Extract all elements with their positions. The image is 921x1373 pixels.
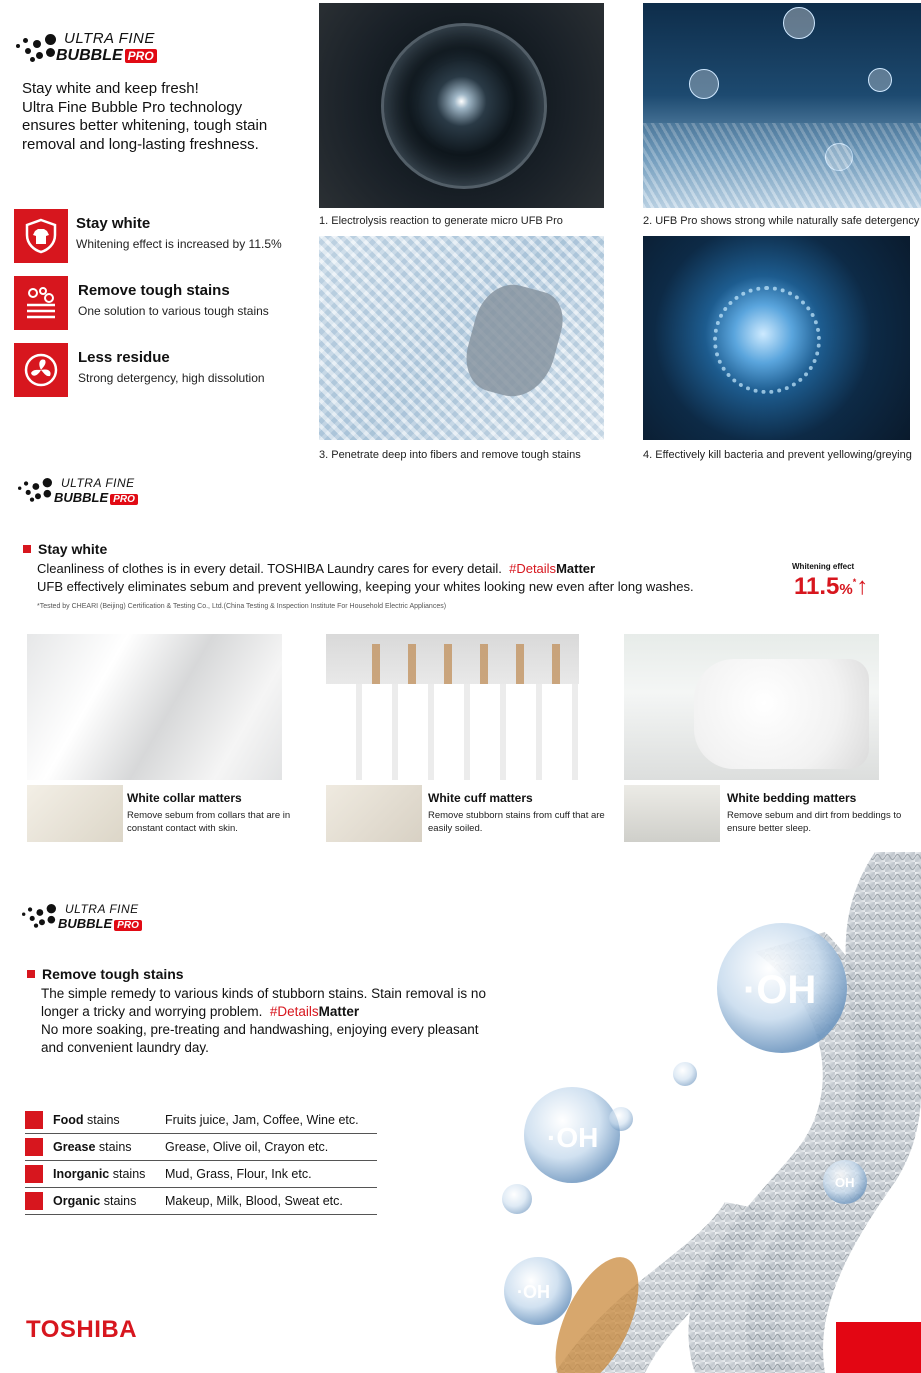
- stain-type: Grease stains: [53, 1134, 165, 1161]
- feature-remove-stains: [14, 276, 314, 331]
- card-image-cuff: [326, 634, 579, 780]
- table-row: [25, 1161, 377, 1188]
- gallery-image-bacteria: [643, 236, 910, 440]
- stay-white-footnote: *Tested by CHEARI (Beijing) Certification & Testing Co., Ltd.(China Testing & Inspection Institute For Household Electric Appliances): [37, 603, 447, 610]
- oh-label: OH: [835, 1175, 855, 1190]
- logo-line1: ULTRA FINE: [61, 476, 135, 490]
- red-square-icon: [27, 970, 35, 978]
- tough-line4: and convenient laundry day.: [41, 1040, 209, 1055]
- inorganic-stain-icon: [25, 1165, 43, 1183]
- arrow-up-icon: ↑: [856, 573, 869, 600]
- feature-less-residue: [14, 343, 314, 398]
- whitening-badge: [792, 562, 902, 598]
- stain-type: Organic stains: [53, 1188, 165, 1215]
- logo-line2: BUBBLE PRO: [58, 916, 142, 931]
- fan-icon: [14, 343, 68, 397]
- card-thumb-bedding: [624, 785, 720, 842]
- organic-stain-icon: [25, 1192, 43, 1210]
- intro-text: Stay white and keep fresh! Ultra Fine Bubble Pro technology ensures better whitening, tough stain removal and long-lasting freshness.: [22, 80, 268, 153]
- badge-value: 11.5%*↑: [794, 573, 869, 600]
- gallery-image-electrolysis: [319, 3, 604, 208]
- logo-line2: BUBBLE PRO: [54, 490, 138, 505]
- card-thumb-collar: [27, 785, 123, 842]
- feature-stay-white: [14, 209, 314, 264]
- red-corner-block: [836, 1322, 921, 1373]
- gallery-caption: 1. Electrolysis reaction to generate micro UFB Pro: [319, 215, 563, 227]
- card-title: White bedding matters: [727, 791, 857, 805]
- card-thumb-cuff: [326, 785, 422, 842]
- bubbles-logo-icon: [22, 904, 63, 930]
- table-row: [25, 1107, 377, 1134]
- bubbles-logo-icon: [18, 478, 59, 504]
- card-title: White collar matters: [127, 791, 242, 805]
- tough-line3: No more soaking, pre-treating and handwashing, enjoying every pleasant: [41, 1022, 479, 1037]
- stain-type: Inorganic stains: [53, 1161, 165, 1188]
- card-desc: Remove sebum and dirt from beddings to ensure better sleep.: [727, 810, 902, 834]
- logo-line2: BUBBLE PRO: [56, 47, 157, 65]
- stay-white-line1: Cleanliness of clothes is in every detail. TOSHIBA Laundry cares for every detail. #DetailsMatter: [37, 561, 596, 576]
- feature-desc: Strong detergency, high dissolution: [78, 371, 265, 385]
- stain-type: Food stains: [53, 1107, 165, 1134]
- stains-table: [25, 1107, 377, 1215]
- card-desc: Remove sebum from collars that are in constant contact with skin.: [127, 810, 291, 834]
- gallery-caption: 2. UFB Pro shows strong while naturally safe detergency: [643, 215, 920, 227]
- feature-title: Stay white: [76, 215, 151, 232]
- stain-examples: Mud, Grass, Flour, Ink etc.: [165, 1161, 377, 1188]
- section-heading-tough-stains: Remove tough stains: [27, 966, 184, 982]
- tough-line1: The simple remedy to various kinds of stubborn stains. Stain removal is no: [41, 986, 486, 1001]
- shirt-shield-icon: [14, 209, 68, 263]
- table-row: [25, 1134, 377, 1161]
- food-stain-icon: [25, 1111, 43, 1129]
- stain-examples: Fruits juice, Jam, Coffee, Wine etc.: [165, 1107, 377, 1134]
- card-title: White cuff matters: [428, 791, 533, 805]
- stain-examples: Makeup, Milk, Blood, Sweat etc.: [165, 1188, 377, 1215]
- logo-line1: ULTRA FINE: [64, 30, 155, 47]
- section-heading-stay-white: Stay white: [23, 541, 107, 557]
- ufb-pro-logo: [18, 476, 178, 520]
- gallery-image-bubbles-fabric: [643, 3, 921, 208]
- tough-line2: longer a tricky and worrying problem. #DetailsMatter: [41, 1004, 360, 1019]
- feature-title: Less residue: [78, 349, 170, 366]
- gallery-image-fibers: [319, 236, 604, 440]
- oh-label: ·OH: [517, 1282, 550, 1302]
- grease-stain-icon: [25, 1138, 43, 1156]
- table-row: [25, 1188, 377, 1215]
- gallery-caption: 3. Penetrate deep into fibers and remove tough stains: [319, 449, 581, 461]
- toshiba-logo: TOSHIBA: [26, 1316, 138, 1343]
- ufb-pro-logo: [22, 902, 182, 946]
- stain-examples: Grease, Olive oil, Crayon etc.: [165, 1134, 377, 1161]
- oh-label: ·OH: [547, 1122, 599, 1153]
- feature-desc: Whitening effect is increased by 11.5%: [76, 237, 282, 251]
- stay-white-line2: UFB effectively eliminates sebum and prevent yellowing, keeping your whites looking new even after long washes.: [37, 579, 694, 594]
- fibers-bubbles-illustration: [495, 852, 921, 1373]
- oh-label: ·OH: [743, 968, 817, 1012]
- red-square-icon: [23, 545, 31, 553]
- bubbles-clothes-icon: [14, 276, 68, 330]
- feature-title: Remove tough stains: [78, 282, 230, 299]
- feature-desc: One solution to various tough stains: [78, 304, 269, 318]
- card-desc: Remove stubborn stains from cuff that are easily soiled.: [428, 810, 605, 834]
- ufb-pro-logo: [16, 28, 176, 72]
- gallery-caption: 4. Effectively kill bacteria and prevent yellowing/greying: [643, 449, 912, 461]
- badge-label: Whitening effect: [792, 562, 855, 571]
- card-image-bedding: [624, 634, 879, 780]
- card-image-collar: [27, 634, 282, 780]
- logo-line1: ULTRA FINE: [65, 902, 139, 916]
